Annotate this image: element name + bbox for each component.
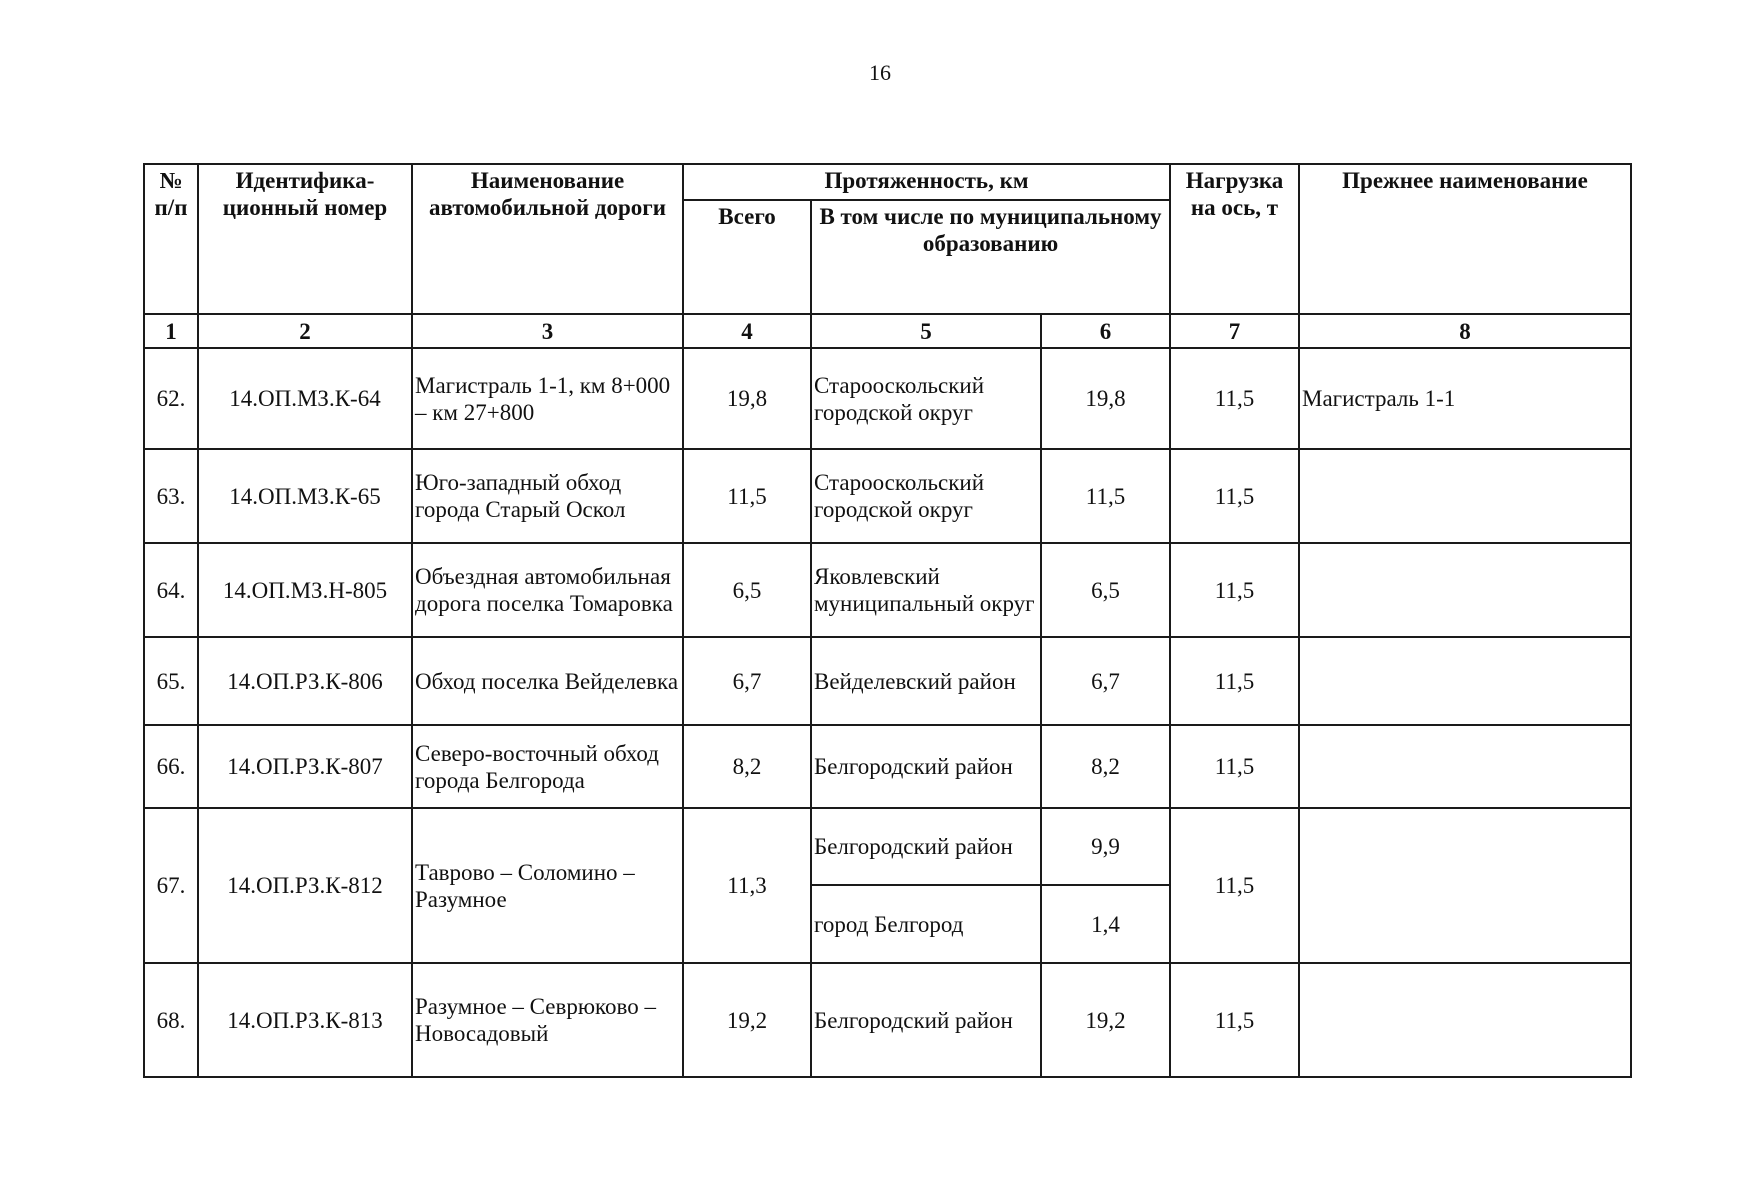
header-length: Протяженность, км <box>683 164 1170 200</box>
row-total-length: 11,3 <box>683 808 811 963</box>
header-former: Прежнее наименование <box>1299 164 1631 314</box>
row-municipality: Старооскольский городской округ <box>811 449 1041 543</box>
row-id: 14.ОП.МЗ.Н-805 <box>198 543 412 637</box>
row-id: 14.ОП.МЗ.К-64 <box>198 348 412 449</box>
row-num: 66. <box>144 725 198 808</box>
row-municipality-length: 9,9 <box>1041 808 1170 885</box>
row-road-name: Магистраль 1-1, км 8+000 – км 27+800 <box>412 348 683 449</box>
roads-table <box>143 163 1632 1078</box>
row-road-name: Таврово – Соломино – Разумное <box>412 808 683 963</box>
row-axle-load: 11,5 <box>1170 808 1299 963</box>
row-axle-load: 11,5 <box>1170 725 1299 808</box>
row-num: 62. <box>144 348 198 449</box>
column-number: 4 <box>683 314 811 348</box>
column-number: 6 <box>1041 314 1170 348</box>
row-municipality: Старооскольский городской округ <box>811 348 1041 449</box>
row-former-name <box>1299 963 1631 1077</box>
header-load: Нагрузка на ось, т <box>1170 164 1299 314</box>
row-municipality: Белгородский район <box>811 808 1041 885</box>
row-total-length: 6,7 <box>683 637 811 725</box>
table-row <box>144 808 1631 885</box>
row-municipality-length: 11,5 <box>1041 449 1170 543</box>
column-number: 2 <box>198 314 412 348</box>
row-former-name <box>1299 808 1631 963</box>
row-axle-load: 11,5 <box>1170 637 1299 725</box>
row-axle-load: 11,5 <box>1170 449 1299 543</box>
row-id: 14.ОП.РЗ.К-806 <box>198 637 412 725</box>
row-axle-load: 11,5 <box>1170 963 1299 1077</box>
row-former-name <box>1299 449 1631 543</box>
column-number: 7 <box>1170 314 1299 348</box>
row-id: 14.ОП.РЗ.К-807 <box>198 725 412 808</box>
row-former-name <box>1299 637 1631 725</box>
table-row <box>144 725 1631 808</box>
row-former-name <box>1299 725 1631 808</box>
row-road-name: Разумное – Севрюково – Новосадовый <box>412 963 683 1077</box>
column-number: 5 <box>811 314 1041 348</box>
row-total-length: 8,2 <box>683 725 811 808</box>
row-id: 14.ОП.РЗ.К-813 <box>198 963 412 1077</box>
header-municipal: В том числе по муниципальному образованию <box>811 200 1170 314</box>
row-num: 63. <box>144 449 198 543</box>
header-total: Всего <box>683 200 811 314</box>
row-municipality-length: 19,2 <box>1041 963 1170 1077</box>
column-number: 1 <box>144 314 198 348</box>
row-municipality: Белгородский район <box>811 963 1041 1077</box>
column-number: 3 <box>412 314 683 348</box>
row-road-name: Юго-западный обход города Старый Оскол <box>412 449 683 543</box>
row-road-name: Обход поселка Вейделевка <box>412 637 683 725</box>
row-municipality-length: 6,5 <box>1041 543 1170 637</box>
row-num: 65. <box>144 637 198 725</box>
table-row <box>144 543 1631 637</box>
row-num: 68. <box>144 963 198 1077</box>
row-municipality: Вейделевский район <box>811 637 1041 725</box>
table-row <box>144 449 1631 543</box>
table-row <box>144 963 1631 1077</box>
header-id: Идентифика-ционный номер <box>198 164 412 314</box>
row-axle-load: 11,5 <box>1170 543 1299 637</box>
row-former-name <box>1299 543 1631 637</box>
row-id: 14.ОП.МЗ.К-65 <box>198 449 412 543</box>
row-municipality-length: 8,2 <box>1041 725 1170 808</box>
header-name: Наименование автомобильной дороги <box>412 164 683 314</box>
row-id: 14.ОП.РЗ.К-812 <box>198 808 412 963</box>
row-axle-load: 11,5 <box>1170 348 1299 449</box>
row-num: 67. <box>144 808 198 963</box>
table-row <box>144 348 1631 449</box>
table-row <box>144 637 1631 725</box>
row-municipality: Белгородский район <box>811 725 1041 808</box>
row-municipality-length: 19,8 <box>1041 348 1170 449</box>
page-number: 16 <box>869 60 891 85</box>
column-number: 8 <box>1299 314 1631 348</box>
row-road-name: Объездная автомобильная дорога поселка Томаровка <box>412 543 683 637</box>
row-municipality-length: 6,7 <box>1041 637 1170 725</box>
header-row <box>144 164 1631 200</box>
row-municipality-length: 1,4 <box>1041 885 1170 963</box>
row-road-name: Северо-восточный обход города Белгорода <box>412 725 683 808</box>
row-municipality: Яковлевский муниципальный округ <box>811 543 1041 637</box>
row-num: 64. <box>144 543 198 637</box>
header-num: № п/п <box>144 164 198 314</box>
row-total-length: 19,2 <box>683 963 811 1077</box>
row-total-length: 11,5 <box>683 449 811 543</box>
column-numbers-row <box>144 314 1631 348</box>
row-total-length: 19,8 <box>683 348 811 449</box>
row-total-length: 6,5 <box>683 543 811 637</box>
row-municipality: город Белгород <box>811 885 1041 963</box>
row-former-name: Магистраль 1-1 <box>1299 348 1631 449</box>
